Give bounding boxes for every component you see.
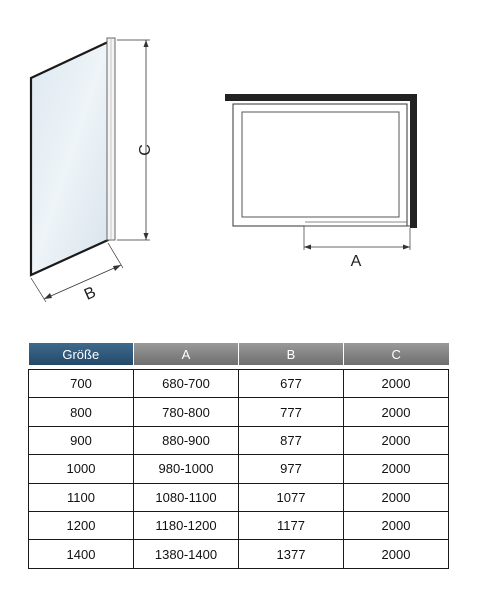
cell-a: 1380-1400 bbox=[134, 540, 239, 568]
dimension-label-a: A bbox=[350, 253, 362, 270]
cell-b: 977 bbox=[239, 455, 344, 483]
top-wall bbox=[225, 94, 416, 101]
cell-b: 677 bbox=[239, 370, 344, 398]
cell-size: 800 bbox=[29, 398, 134, 426]
table-row bbox=[29, 511, 449, 539]
cell-b: 777 bbox=[239, 398, 344, 426]
cell-size: 1000 bbox=[29, 455, 134, 483]
cell-b: 877 bbox=[239, 426, 344, 454]
cell-size: 900 bbox=[29, 426, 134, 454]
table-row bbox=[29, 483, 449, 511]
cell-b: 1377 bbox=[239, 540, 344, 568]
cell-a: 780-800 bbox=[134, 398, 239, 426]
cell-b: 1077 bbox=[239, 483, 344, 511]
cell-c: 2000 bbox=[344, 483, 449, 511]
cell-b: 1177 bbox=[239, 511, 344, 539]
cell-size: 1100 bbox=[29, 483, 134, 511]
panel-outer-frame bbox=[233, 104, 407, 226]
dimension-label-c: C bbox=[137, 144, 154, 156]
header-a: A bbox=[134, 343, 239, 365]
table-row bbox=[29, 426, 449, 454]
header-size: Größe bbox=[29, 343, 134, 365]
table-row bbox=[29, 455, 449, 483]
cell-a: 880-900 bbox=[134, 426, 239, 454]
cell-a: 1180-1200 bbox=[134, 511, 239, 539]
side-wall bbox=[410, 94, 417, 228]
table-row bbox=[29, 398, 449, 426]
cell-size: 1200 bbox=[29, 511, 134, 539]
cell-a: 1080-1100 bbox=[134, 483, 239, 511]
cell-c: 2000 bbox=[344, 398, 449, 426]
cell-size: 1400 bbox=[29, 540, 134, 568]
panel-inner-frame bbox=[242, 112, 399, 217]
cell-size: 700 bbox=[29, 370, 134, 398]
dimension-label-b: B bbox=[81, 283, 99, 304]
cell-a: 680-700 bbox=[134, 370, 239, 398]
cell-c: 2000 bbox=[344, 455, 449, 483]
cell-c: 2000 bbox=[344, 511, 449, 539]
header-b: B bbox=[239, 343, 344, 365]
size-table bbox=[28, 343, 449, 569]
cell-c: 2000 bbox=[344, 540, 449, 568]
cell-c: 2000 bbox=[344, 426, 449, 454]
table-row bbox=[29, 370, 449, 398]
cell-a: 980-1000 bbox=[134, 455, 239, 483]
header-c: C bbox=[344, 343, 449, 365]
table-header-row bbox=[29, 343, 449, 365]
table-row bbox=[29, 540, 449, 568]
cell-c: 2000 bbox=[344, 370, 449, 398]
